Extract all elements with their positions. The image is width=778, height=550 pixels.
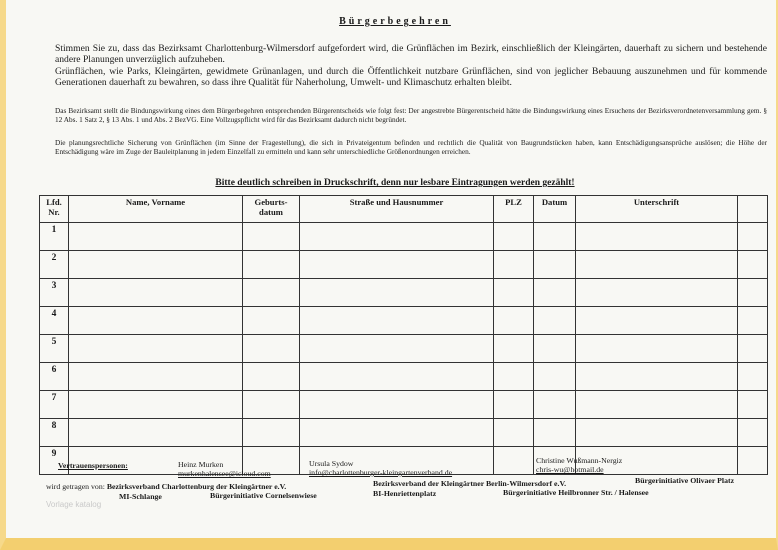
- header-lfd-nr: Lfd. Nr.: [40, 196, 69, 223]
- plz-cell[interactable]: [494, 447, 534, 475]
- signature-cell[interactable]: [576, 251, 738, 279]
- birthdate-cell[interactable]: [243, 307, 300, 335]
- row-number: 1: [40, 223, 69, 251]
- extra-cell: [738, 419, 768, 447]
- extra-cell: [738, 279, 768, 307]
- supported-by-line: [46, 482, 286, 491]
- signature-cell[interactable]: [576, 223, 738, 251]
- row-number: 8: [40, 419, 69, 447]
- table-row: [40, 335, 768, 363]
- trustee-email-link[interactable]: info@charlottenburger-kleingartenverband.de: [309, 468, 453, 477]
- supporter-org: BI-Henriettenplatz: [373, 489, 437, 498]
- plz-cell[interactable]: [494, 223, 534, 251]
- street-cell[interactable]: [300, 279, 494, 307]
- plz-cell[interactable]: [494, 279, 534, 307]
- date-cell[interactable]: [534, 251, 576, 279]
- name-cell[interactable]: [69, 419, 243, 447]
- header-plz: PLZ: [494, 196, 534, 223]
- date-cell[interactable]: [534, 279, 576, 307]
- birthdate-cell[interactable]: [243, 391, 300, 419]
- header-extra: [738, 196, 768, 223]
- supported-by-label: wird getragen von:: [46, 482, 105, 491]
- name-cell[interactable]: [69, 251, 243, 279]
- trustee-3: [536, 456, 622, 474]
- extra-cell: [738, 335, 768, 363]
- signature-cell[interactable]: [576, 307, 738, 335]
- extra-cell: [738, 363, 768, 391]
- birthdate-cell[interactable]: [243, 335, 300, 363]
- table-row: [40, 391, 768, 419]
- explanation-paragraph: Grünflächen, wie Parks, Kleingärten, gewidmete Grünanlagen, und durch die Öffentlichkeit nutzbare Grünflächen, sind von jeglicher Bebauung auszunehmen und für kommende Generationen dauerhaft zu bewahren, so dass ihre Qualität für Naherholung, Umwelt- und Klimaschutz erhalten bleibt.: [55, 66, 767, 89]
- header-datum: Datum: [534, 196, 576, 223]
- plz-cell[interactable]: [494, 251, 534, 279]
- row-number: 2: [40, 251, 69, 279]
- name-cell[interactable]: [69, 391, 243, 419]
- street-cell[interactable]: [300, 223, 494, 251]
- watermark: Vorlage katalog: [46, 500, 102, 509]
- street-cell[interactable]: [300, 335, 494, 363]
- row-number: 3: [40, 279, 69, 307]
- supporter-org: MI-Schlange: [119, 492, 162, 501]
- date-cell[interactable]: [534, 391, 576, 419]
- name-cell[interactable]: [69, 335, 243, 363]
- extra-cell: [738, 391, 768, 419]
- signature-cell[interactable]: [576, 279, 738, 307]
- street-cell[interactable]: [300, 363, 494, 391]
- date-cell[interactable]: [534, 363, 576, 391]
- trustees-label: Vertrauenspersonen:: [58, 461, 128, 470]
- supporter-org: Bezirksverband der Kleingärtner Berlin-Wilmersdorf e.V.: [373, 479, 567, 488]
- table-row: [40, 307, 768, 335]
- extra-cell: [738, 251, 768, 279]
- trustee-name: Ursula Sydow: [309, 459, 354, 468]
- name-cell[interactable]: [69, 279, 243, 307]
- header-strasse: Straße und Hausnummer: [300, 196, 494, 223]
- extra-cell: [738, 223, 768, 251]
- date-cell[interactable]: [534, 419, 576, 447]
- street-cell[interactable]: [300, 419, 494, 447]
- document-title: Bürgerbegehren: [339, 16, 451, 27]
- extra-cell: [738, 447, 768, 475]
- signature-cell[interactable]: [576, 335, 738, 363]
- supporter-org: Bürgerinitiative Cornelsenwiese: [210, 491, 317, 500]
- trustee-email-link[interactable]: chris-wu@hotmail.de: [536, 465, 604, 474]
- supporter-org: Bürgerinitiative Olivaer Platz: [635, 476, 735, 485]
- table-row: [40, 251, 768, 279]
- row-number: 6: [40, 363, 69, 391]
- date-cell[interactable]: [534, 223, 576, 251]
- table-row: [40, 223, 768, 251]
- date-cell[interactable]: [534, 307, 576, 335]
- name-cell[interactable]: [69, 363, 243, 391]
- name-cell[interactable]: [69, 307, 243, 335]
- row-number: 4: [40, 307, 69, 335]
- street-cell[interactable]: [300, 307, 494, 335]
- header-unterschrift: Unterschrift: [576, 196, 738, 223]
- print-notice: Bitte deutlich schreiben in Druckschrift, denn nur lesbare Eintragungen werden gezählt!: [215, 178, 575, 188]
- question-paragraph: Stimmen Sie zu, dass das Bezirksamt Charlottenburg-Wilmersdorf aufgefordert wird, die Grünflächen im Bezirk, einschließlich der Kleingärten, dauerhaft zu sichern und bestehende andere Planungen unverzüglich aufzuheben.: [55, 43, 767, 66]
- birthdate-cell[interactable]: [243, 419, 300, 447]
- date-cell[interactable]: [534, 335, 576, 363]
- plz-cell[interactable]: [494, 363, 534, 391]
- trustee-email-link[interactable]: murkenhalensee@icloud.com: [178, 469, 271, 478]
- header-name: Name, Vorname: [69, 196, 243, 223]
- header-geburtsdatum: Geburts- datum: [243, 196, 300, 223]
- birthdate-cell[interactable]: [243, 223, 300, 251]
- table-header-row: [40, 196, 768, 223]
- supporter-org: Bezirksverband Charlottenburg der Kleingärtner e.V.: [106, 482, 287, 491]
- birthdate-cell[interactable]: [243, 251, 300, 279]
- table-row: [40, 363, 768, 391]
- table-row: [40, 419, 768, 447]
- name-cell[interactable]: [69, 223, 243, 251]
- row-number: 7: [40, 391, 69, 419]
- supporter-org: Bürgerinitiative Heilbronner Str. / Halensee: [503, 488, 649, 497]
- signature-table: [39, 195, 768, 475]
- signature-cell[interactable]: [576, 363, 738, 391]
- signature-cell[interactable]: [576, 419, 738, 447]
- street-cell[interactable]: [300, 391, 494, 419]
- trustee-name: Christine Wußmann-Nergiz: [536, 456, 623, 465]
- birthdate-cell[interactable]: [243, 363, 300, 391]
- birthdate-cell[interactable]: [243, 279, 300, 307]
- plz-cell[interactable]: [494, 391, 534, 419]
- plz-cell[interactable]: [494, 335, 534, 363]
- plz-cell[interactable]: [494, 307, 534, 335]
- binding-effect-paragraph: Das Bezirksamt stellt die Bindungswirkung eines dem Bürgerbegehren entsprechenden Bürgerentscheids wie folgt fest: Der angestrebte Bürgerentscheid hätte die Bindungswirkung eines Ersuchens der Bezirksverordnetenversammlung gem. § 12 Abs. 1 Satz 2, § 13 Abs. 1 und Abs. 2 BezVG. Eine Vollzugspflicht wird für das Bezirksamt dadurch nicht begründet.: [55, 106, 767, 125]
- trustee-1: [178, 460, 271, 478]
- extra-cell: [738, 307, 768, 335]
- trustee-2: [309, 459, 452, 477]
- trustee-name: Heinz Murken: [178, 460, 224, 469]
- signature-cell[interactable]: [576, 391, 738, 419]
- row-number: 9: [40, 447, 69, 475]
- row-number: 5: [40, 335, 69, 363]
- plz-cell[interactable]: [494, 419, 534, 447]
- street-cell[interactable]: [300, 251, 494, 279]
- compensation-paragraph: Die planungsrechtliche Sicherung von Grünflächen (im Sinne der Fragestellung), die sich in Privateigentum befinden und rechtlich die Qualität von Baugrundstücken haben, kann Entschädigungsansprüche auslösen; die Höhe der Entschädigung wäre im Zuge der Bauleitplanung in jedem Einzelfall zu ermitteln und kann sehr unterschiedliche Größenordnungen erreichen.: [55, 138, 767, 157]
- table-row: [40, 279, 768, 307]
